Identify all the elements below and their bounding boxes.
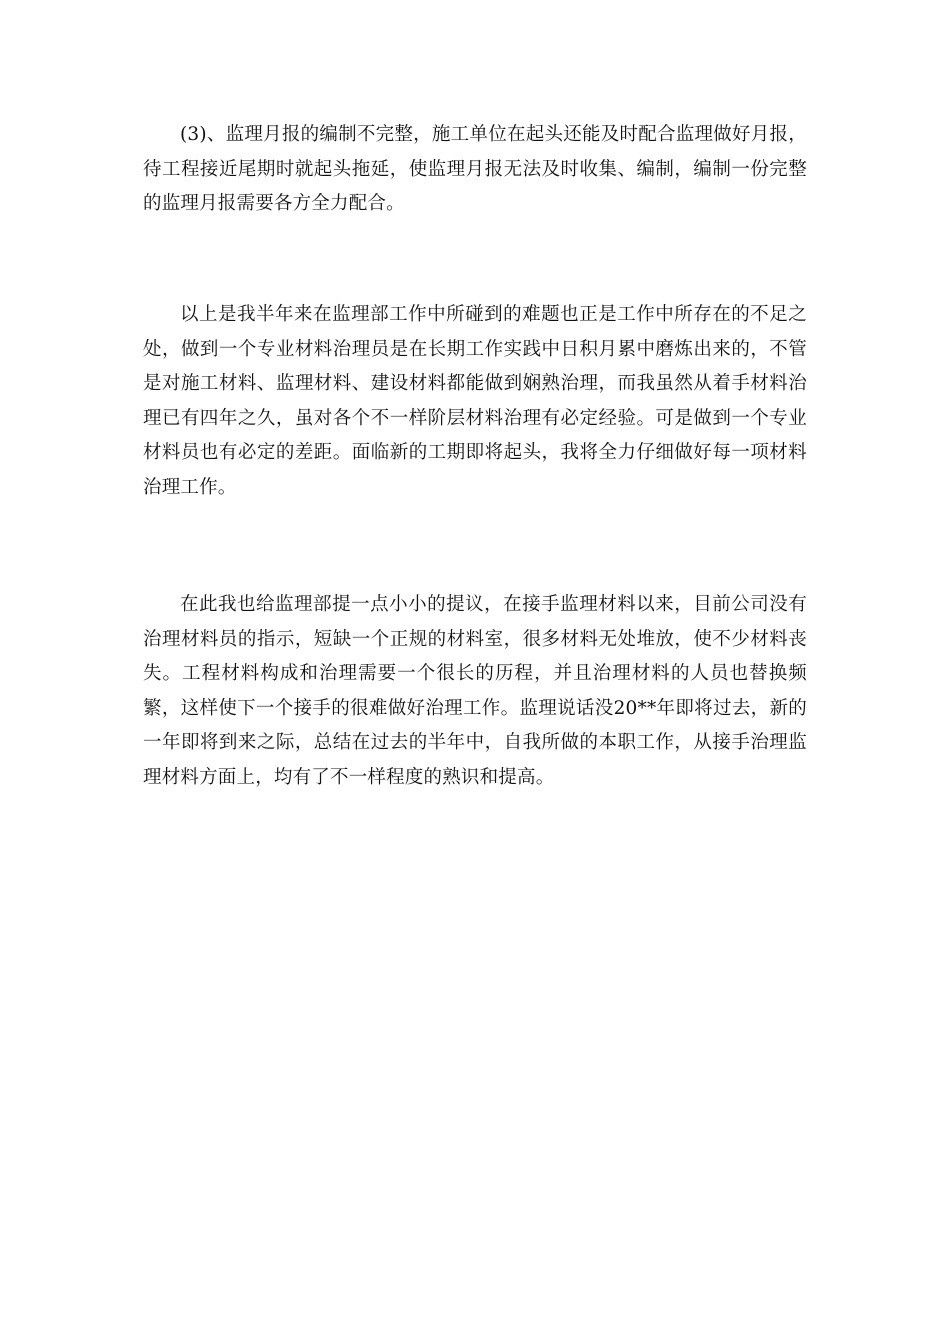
- paragraph-monthly-report: (3)、监理月报的编制不完整，施工单位在起头还能及时配合监理做好月报，待工程接近尾期时就起头拖延，使监理月报无法及时收集、编制，编制一份完整的监理月报需要各方全力配合。: [143, 124, 807, 214]
- paragraph-suggestion: 在此我也给监理部提一点小小的提议，在接手监理材料以来，目前公司没有治理材料员的指示，短缺一个正规的材料室，很多材料无处堆放，使不少材料丧失。工程材料构成和治理需要一个很长的历程，并且治理材料的人员也替换频繁，这样使下一个接手的很难做好治理工作。监理说话没20**年即将过去，新的一年即将到来之际，总结在过去的半年中，自我所做的本职工作，从接手治理监理材料方面上，均有了不一样程度的熟识和提高。: [143, 594, 807, 788]
- paragraph-summary: 以上是我半年来在监理部工作中所碰到的难题也正是工作中所存在的不足之处，做到一个专业材料治理员是在长期工作实践中日积月累中磨炼出来的，不管是对施工材料、监理材料、建设材料都能做到娴熟治理，而我虽然从着手材料治理已有四年之久，虽对各个不一样阶层材料治理有必定经验。可是做到一个专业材料员也有必定的差距。面临新的工期即将起头，我将全力仔细做好每一项材料治理工作。: [143, 304, 807, 498]
